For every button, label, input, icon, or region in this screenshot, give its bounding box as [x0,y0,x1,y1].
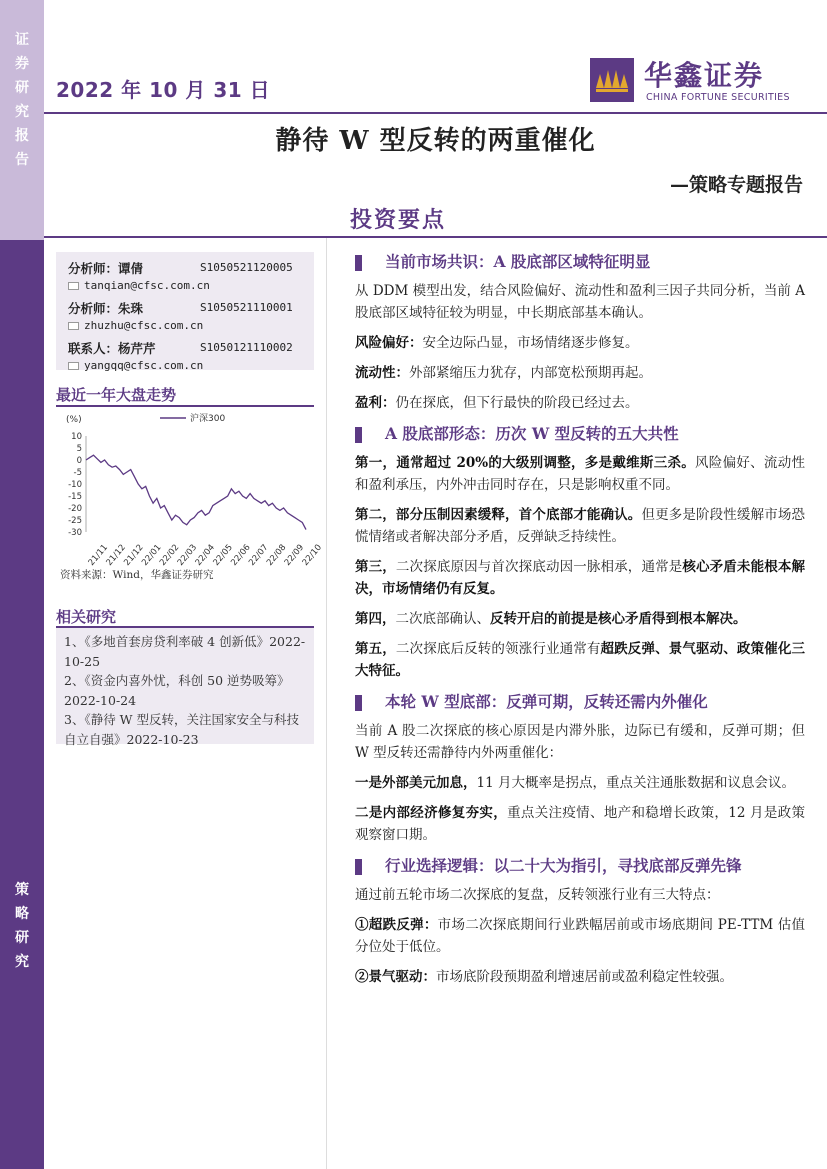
envelope-icon [68,362,79,370]
x-tick-label: 22/04 [193,542,218,568]
sidebar-label-strategy: 策 略 研 究 [15,882,29,970]
report-date: 2022 年 10 月 31 日 [56,78,271,102]
paragraph: 第三，二次探底原因与首次探底动因一脉相承，通常是核心矛盾未能根本解决，市场情绪仍有反复。 [355,559,805,597]
envelope-icon [68,322,79,330]
x-tick-label: 22/07 [247,542,271,568]
section-heading: 本轮 W 型底部：反弹可期，反转还需内外催化 [355,690,805,714]
paragraph: 流动性：外部紧缩压力犹存，内部宽松预期再起。 [355,365,652,381]
envelope-icon [68,282,79,290]
series-line-hs300 [86,455,306,529]
chart-heading: 最近一年大盘走势 [56,386,177,404]
paragraph: 第一，通常超过 20%的大级别调整，多是戴维斯三杀。风险偏好、流动性和盈利承压，内外冲击同时存在，只是影响权重不同。 [355,455,805,493]
analyst-cert: S1050121110002 [200,341,293,354]
y-tick-label: -20 [68,504,82,514]
y-tick-label: -25 [68,516,82,526]
related-item[interactable]: 2、《资金内喜外忧，科创 50 逆势吸筹》2022-10-24 [64,673,290,708]
key-points-body [355,250,805,996]
x-tick-label: 22/02 [157,542,182,568]
x-tick-label: 22/01 [140,542,164,568]
analyst-email-row [64,317,314,337]
x-tick-label: 21/12 [122,542,146,568]
report-title: 静待 W 型反转的两重催化 [275,126,596,156]
analyst-box [56,252,314,370]
section-heading: A 股底部形态：历次 W 型反转的五大共性 [355,422,805,446]
paragraph: 第五，二次探底后反转的领涨行业通常有超跌反弹、景气驱动、政策催化三大特征。 [355,641,805,679]
paragraph: ②景气驱动：市场底阶段预期盈利增速居前或盈利稳定性较强。 [355,969,733,985]
chart-source: 资料来源：Wind，华鑫证券研究 [60,569,214,581]
sidebar-label-report: 证 券 研 究 报 告 [15,32,29,168]
analyst-email-row [64,357,314,377]
paragraph: 一是外部美元加息，11 月大概率是拐点，重点关注通胀数据和议息会议。 [355,775,795,791]
section-heading: 行业选择逻辑：以二十大为指引，寻找底部反弹先锋 [355,854,805,878]
section-heading: 当前市场共识：A 股底部区域特征明显 [355,250,805,274]
report-subtitle: —策略专题报告 [669,174,803,196]
analyst-email-row [64,277,314,297]
related-item[interactable]: 3、《静待 W 型反转，关注国家安全与科技自立自强》2022-10-23 [64,712,299,747]
x-tick-label: 22/03 [175,542,200,568]
analyst-cert: S1050521120005 [200,261,293,274]
analyst-name: 联系人：杨芹芹 [68,341,156,356]
paragraph: 盈利：仍在探底，但下行最快的阶段已经过去。 [355,395,639,411]
header-divider [44,112,827,114]
analyst-row [64,297,314,317]
paragraph: 第二，部分压制因素缓释，首个底部才能确认。但更多是阶段性缓解市场恐慌情绪或者解决部分矛盾，反弹缺乏持续性。 [355,507,805,545]
y-axis-unit-label: (%) [66,415,82,425]
paragraph: 通过前五轮市场二次探底的复盘，反转领涨行业有三大特点： [355,887,720,903]
paragraph: 当前 A 股二次探底的核心原因是内滞外胀，边际已有缓和，反弹可期；但 W 型反转还需静待内外两重催化： [355,723,805,761]
x-tick-label: 22/08 [264,542,289,568]
legend-label: 沪深300 [190,414,226,424]
y-tick-label: -30 [68,528,82,538]
analyst-email[interactable]: tanqian@cfsc.com.cn [68,279,210,292]
analyst-cert: S1050521110001 [200,301,293,314]
analyst-row [64,257,314,277]
logo-mark-icon [590,58,634,102]
y-tick-label: 5 [76,444,82,454]
paragraph: 第四，二次底部确认、反转开启的前提是核心矛盾得到根本解决。 [355,611,747,627]
y-tick-label: 10 [71,432,82,442]
key-points-divider [44,236,827,238]
logo-english: CHINA FORTUNE SECURITIES [646,92,790,103]
analyst-email[interactable]: zhuzhu@cfsc.com.cn [68,319,203,332]
x-tick-label: 21/12 [104,542,128,568]
y-tick-label: -10 [68,480,82,490]
paragraph: ①超跌反弹：市场二次探底期间行业跌幅居前或市场底期间 PE-TTM 估值分位处于低位。 [355,917,805,955]
key-points-heading: 投资要点 [350,207,447,233]
y-tick-label: -5 [73,468,82,478]
x-tick-label: 21/11 [86,542,111,568]
x-tick-label: 22/09 [282,542,307,568]
analyst-name: 分析师：谭倩 [68,261,144,276]
paragraph: 二是内部经济修复夯实，重点关注疫情、地产和稳增长政策，12 月是政策观察窗口期。 [355,805,805,843]
y-tick-label: 0 [76,456,82,466]
related-heading: 相关研究 [56,608,117,626]
x-tick-label: 22/05 [211,542,235,568]
x-tick-label: 22/06 [229,542,253,568]
x-tick-label: 22/10 [300,542,325,568]
analyst-email[interactable]: yangqq@cfsc.com.cn [68,359,203,372]
related-item[interactable]: 1、《多地首套房贷利率破 4 创新低》2022-10-25 [64,634,306,669]
paragraph: 风险偏好：安全边际凸显，市场情绪逐步修复。 [355,335,639,351]
index-trend-chart [56,410,325,570]
analyst-row [64,337,314,357]
logo-name: 华鑫证券 [644,59,765,92]
related-list [56,628,314,747]
paragraph: 从 DDM 模型出发，结合风险偏好、流动性和盈利三因子共同分析，当前 A 股底部区域特征较为明显，中长期底部基本确认。 [355,283,805,321]
y-tick-label: -15 [68,492,82,502]
chart-heading-rule [56,405,314,407]
column-divider [326,238,327,1169]
analyst-name: 分析师：朱珠 [68,301,144,316]
company-logo [586,52,806,108]
